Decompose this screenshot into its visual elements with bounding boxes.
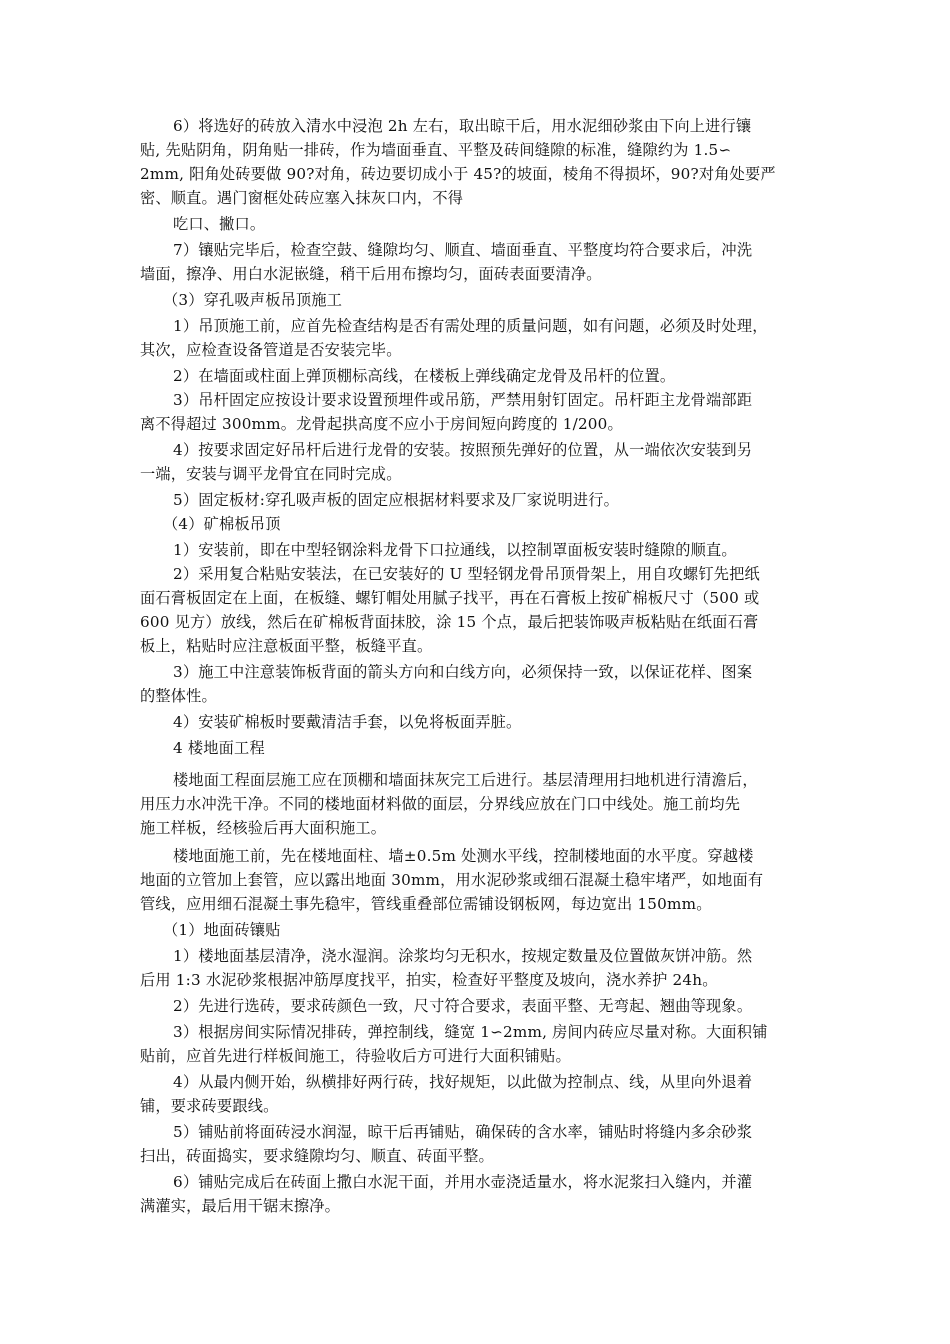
text-line: 5）铺贴前将面砖浸水润湿，晾干后再铺贴，确保砖的含水率，铺贴时将缝内多余砂浆	[173, 1123, 753, 1141]
text-line: 600 见方）放线，然后在矿棉板背面抹胶，涂 15 个点，最后把装饰吸声板粘贴在纸面石膏	[140, 613, 759, 631]
text-line: 1）吊顶施工前，应首先检查结构是否有需处理的质量问题，如有问题，必须及时处理，	[173, 317, 768, 335]
text-line: 7）镶贴完毕后，检查空鼓、缝隙均匀、顺直、墙面垂直、平整度均符合要求后，冲洗	[173, 241, 753, 259]
section-heading: （4）矿棉板吊顶	[163, 515, 281, 533]
text-line: 2）先进行选砖，要求砖颜色一致，尺寸符合要求，表面平整、无弯起、翘曲等现象。	[173, 997, 753, 1015]
text-line: 6）铺贴完成后在砖面上撒白水泥干面，并用水壶浇适量水，将水泥浆扫入缝内，并灌	[173, 1173, 753, 1191]
text-line: 后用 1:3 水泥砂浆根据冲筋厚度找平，拍实，检查好平整度及坡向，浇水养护 24h。	[140, 971, 718, 989]
text-line: 其次，应检查设备管道是否安装完毕。	[140, 341, 402, 359]
text-line: 铺，要求砖要跟线。	[140, 1097, 279, 1115]
section-heading: （1）地面砖镶贴	[163, 921, 281, 939]
text-line: 3）吊杆固定应按设计要求设置预埋件或吊筋，严禁用射钉固定。吊杆距主龙骨端部距	[173, 391, 753, 409]
text-line: 吃口、撇口。	[173, 215, 266, 233]
text-line: 4）安装矿棉板时要戴清洁手套，以免将板面弄脏。	[173, 713, 522, 731]
text-line: 施工样板，经核验后再大面积施工。	[140, 819, 387, 837]
text-line: 离不得超过 300mm。龙骨起拱高度不应小于房间短向跨度的 1/200。	[140, 415, 623, 433]
section-heading: 4 楼地面工程	[173, 739, 265, 757]
text-line: 墙面，擦净、用白水泥嵌缝，稍干后用布擦均匀，面砖表面要清净。	[140, 265, 602, 283]
text-line: 一端，安装与调平龙骨宜在同时完成。	[140, 465, 402, 483]
text-line: 1）楼地面基层清净，浇水湿润。涂浆均匀无积水，按规定数量及位置做灰饼冲筋。然	[173, 947, 753, 965]
text-line: 楼地面施工前，先在楼地面柱、墙±0.5m 处测水平线，控制楼地面的水平度。穿越楼	[173, 847, 754, 865]
text-line: 2）在墙面或柱面上弹顶棚标高线，在楼板上弹线确定龙骨及吊杆的位置。	[173, 367, 676, 385]
text-line: 1）安装前，即在中型轻钢涂料龙骨下口拉通线，以控制罩面板安装时缝隙的顺直。	[173, 541, 737, 559]
text-line: 4）按要求固定好吊杆后进行龙骨的安装。按照预先弹好的位置，从一端依次安装到另	[173, 441, 753, 459]
text-line: 3）根据房间实际情况排砖，弹控制线，缝宽 1∽2mm, 房间内砖应尽量对称。大面积铺	[173, 1023, 768, 1041]
text-line: 5）固定板材:穿孔吸声板的固定应根据材料要求及厂家说明进行。	[173, 491, 620, 509]
text-line: 管线，应用细石混凝土事先稳牢，管线重叠部位需铺设钢板网，每边宽出 150mm。	[140, 895, 712, 913]
text-line: 3）施工中注意装饰板背面的箭头方向和白线方向，必须保持一致，以保证花样、图案	[173, 663, 753, 681]
text-line: 用压力水冲洗干净。不同的楼地面材料做的面层，分界线应放在门口中线处。施工前均先	[140, 795, 741, 813]
text-line: 满灌实，最后用干锯末擦净。	[140, 1197, 341, 1215]
text-line: 的整体性。	[140, 687, 217, 705]
text-line: 板上，粘贴时应注意板面平整，板缝平直。	[140, 637, 433, 655]
text-line: 密、顺直。遇门窗框处砖应塞入抹灰口内，不得	[140, 189, 464, 207]
text-line: 面石膏板固定在上面，在板缝、螺钉帽处用腻子找平，再在石膏板上按矿棉板尺寸（500 或	[140, 589, 760, 607]
text-line: 2）采用复合粘贴安装法，在已安装好的 U 型轻钢龙骨吊顶骨架上，用自攻螺钉先把纸	[173, 565, 760, 583]
text-line: 扫出，砖面捣实，要求缝隙均匀、顺直、砖面平整。	[140, 1147, 494, 1165]
text-line: 贴, 先贴阴角，阴角贴一排砖，作为墙面垂直、平整及砖间缝隙的标准，缝隙约为 1.5∽	[140, 141, 732, 159]
section-heading: （3）穿孔吸声板吊顶施工	[163, 291, 343, 309]
text-line: 2mm, 阳角处砖要做 90?对角，砖边要切成小于 45?的坡面，棱角不得损坏，90?对角处要严	[140, 165, 776, 183]
text-line: 4）从最内侧开始，纵横排好两行砖，找好规矩，以此做为控制点、线，从里向外退着	[173, 1073, 753, 1091]
text-line: 楼地面工程面层施工应在顶棚和墙面抹灰完工后进行。基层清理用扫地机进行清澹后，	[173, 771, 758, 789]
text-line: 地面的立管加上套管，应以露出地面 30mm，用水泥砂浆或细石混凝土稳牢堵严，如地面有	[140, 871, 764, 889]
text-line: 贴前，应首先进行样板间施工，待验收后方可进行大面积铺贴。	[140, 1047, 571, 1065]
text-line: 6）将选好的砖放入清水中浸泡 2h 左右，取出晾干后，用水泥细砂浆由下向上进行镶	[173, 117, 752, 135]
